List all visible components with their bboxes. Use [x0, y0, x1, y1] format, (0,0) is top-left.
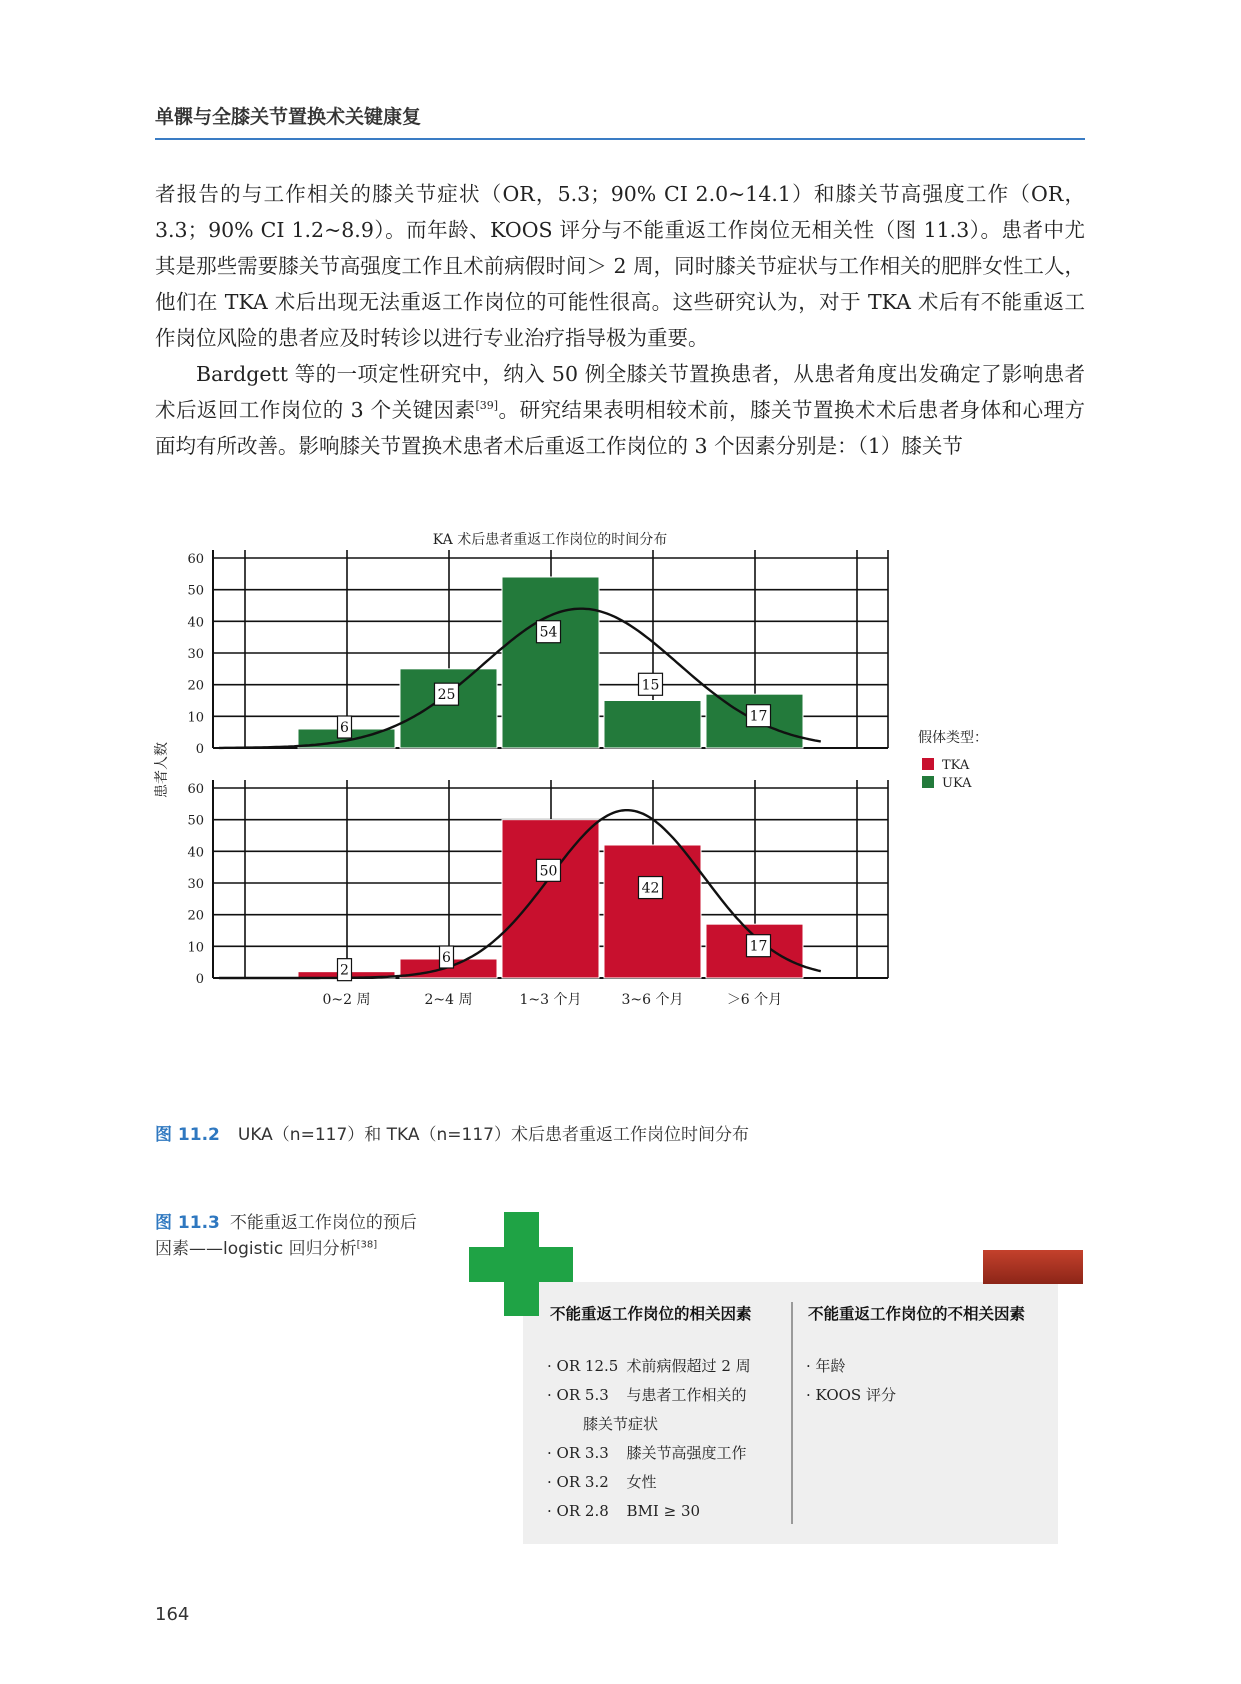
- legend-swatch-uka: [922, 776, 934, 788]
- x-tick-label: 3~6 个月: [621, 992, 684, 1008]
- related-factor-item: [547, 1468, 751, 1497]
- y-tick-label: 10: [187, 710, 204, 726]
- related-factor-item: [547, 1352, 751, 1381]
- paragraph-1: 者报告的与工作相关的膝关节症状（OR，5.3；90% CI 2.0~14.1）和膝关节高强度工作（OR，3.3；90% CI 1.2~8.9）。而年龄、KOOS 评分与不能重返工作岗位无相关性（图 11.3）。患者中尤其是那些需要膝关节高强度工作且术前病假时间＞ 2 周，同时膝关节症状与工作相关的肥胖女性工人，他们在 TKA 术后出现无法重返工作岗位的可能性很高。这些研究认为，对于 TKA 术后有不能重返工作岗位风险的患者应及时转诊以进行专业治疗指导极为重要。: [155, 182, 1085, 350]
- related-factors-list: [547, 1352, 751, 1526]
- header-rule: [155, 138, 1085, 140]
- odds-ratio: OR 2.8: [556, 1502, 609, 1520]
- y-tick-label: 30: [187, 877, 204, 892]
- x-tick-label: 0~2 周: [322, 992, 371, 1008]
- value-label: 17: [749, 938, 768, 955]
- value-label: 2: [340, 962, 349, 979]
- y-tick-label: 10: [187, 940, 204, 956]
- unrelated-factor-item: · 年龄: [806, 1357, 846, 1375]
- value-label: 6: [442, 950, 451, 966]
- y-tick-label: 50: [187, 583, 204, 599]
- figure-11-3-caption: [155, 1210, 425, 1262]
- odds-ratio: OR 3.2: [556, 1473, 609, 1491]
- y-tick-label: 40: [187, 845, 204, 861]
- green-cross-icon: [469, 1212, 573, 1316]
- related-factors-title: 不能重返工作岗位的相关因素: [550, 1305, 752, 1323]
- value-label: 42: [641, 880, 660, 897]
- odds-ratio: OR 3.3: [556, 1444, 609, 1462]
- value-label: 50: [539, 863, 558, 880]
- y-tick-label: 40: [187, 615, 204, 631]
- factor-description: BMI ≥ 30: [626, 1502, 701, 1520]
- bullet: ·: [547, 1502, 557, 1520]
- y-tick-label: 0: [195, 972, 204, 987]
- value-label: 15: [641, 677, 660, 694]
- x-tick-label: 2~4 周: [424, 992, 473, 1008]
- y-tick-label: 50: [187, 813, 204, 829]
- unrelated-factors-title: 不能重返工作岗位的不相关因素: [808, 1305, 1026, 1323]
- bar-tka: [502, 820, 599, 978]
- value-label: 54: [539, 624, 558, 641]
- y-tick-label: 60: [187, 552, 204, 567]
- value-label: 17: [749, 708, 768, 725]
- value-label: 6: [340, 720, 349, 736]
- bar-uka: [502, 577, 599, 748]
- figure-11-2-number: 图 11.2: [155, 1125, 220, 1145]
- related-factor-item: [547, 1497, 751, 1526]
- related-factor-item: [547, 1439, 751, 1468]
- unrelated-factors-list: [806, 1352, 896, 1410]
- legend-label-uka: UKA: [942, 776, 972, 791]
- factor-description: 术前病假超过 2 周: [626, 1357, 751, 1375]
- bar-tka: [604, 845, 701, 978]
- panel-divider: [791, 1302, 793, 1524]
- figure-11-3-number: 图 11.3: [155, 1213, 220, 1233]
- y-tick-label: 60: [187, 782, 204, 797]
- related-factor-item: [547, 1381, 751, 1410]
- running-head: 单髁与全膝关节置换术关键康复: [155, 106, 422, 128]
- y-tick-label: 20: [187, 908, 204, 924]
- citation-38: [38]: [356, 1239, 378, 1251]
- bullet: ·: [547, 1444, 557, 1462]
- citation-39: [39]: [475, 399, 499, 413]
- bullet: ·: [547, 1386, 557, 1404]
- bullet: ·: [547, 1357, 557, 1375]
- x-tick-label: 1~3 个月: [519, 992, 582, 1008]
- legend-label-tka: TKA: [942, 758, 970, 773]
- paragraph-2: [155, 356, 1085, 464]
- unrelated-factor-item: · KOOS 评分: [806, 1386, 896, 1404]
- related-factor-item: 膝关节症状: [583, 1415, 659, 1433]
- x-tick-label: ＞6 个月: [726, 992, 783, 1008]
- legend-title: 假体类型：: [918, 730, 988, 746]
- paragraph-2-part-a: Bardgett 等的一项定性研究中，纳入 50 例全膝关节置换患者，从患者角度出发确定了影响患者术后返回工作岗位的 3 个关键因素: [155, 362, 1085, 422]
- figure-11-2-caption: [155, 1120, 749, 1145]
- chart-title: KA 术后患者重返工作岗位的时间分布: [432, 532, 668, 548]
- factor-description: 与患者工作相关的: [626, 1386, 747, 1404]
- y-tick-label: 20: [187, 678, 204, 694]
- legend-swatch-tka: [922, 758, 934, 770]
- y-tick-label: 0: [195, 742, 204, 757]
- bullet: ·: [547, 1473, 557, 1491]
- factor-description: 女性: [626, 1473, 657, 1491]
- figure-11-2-chart: [150, 530, 1090, 1090]
- bar-uka: [400, 669, 497, 748]
- chart-svg: [150, 530, 1090, 1090]
- body-text: [155, 176, 1085, 464]
- y-axis-label: 患者人数: [154, 742, 170, 798]
- factor-description: 膝关节高强度工作: [626, 1444, 747, 1462]
- odds-ratio: OR 12.5: [556, 1357, 619, 1375]
- y-tick-label: 30: [187, 647, 204, 662]
- figure-11-3-text: 不能重返工作岗位的预后因素——logistic 回归分析: [155, 1213, 417, 1259]
- paragraph-2-part-b: 。研究结果表明相较术前，膝关节置换术术后患者身体和心理方面均有所改善。影响膝关节置换术患者术后重返工作岗位的 3 个因素分别是：（1）膝关节: [155, 398, 1085, 458]
- value-label: 25: [437, 687, 456, 704]
- red-bar-decoration: [983, 1250, 1083, 1284]
- bar-uka: [604, 701, 701, 749]
- odds-ratio: OR 5.3: [556, 1386, 609, 1404]
- page-number: 164: [155, 1604, 190, 1625]
- figure-11-2-text: UKA（n=117）和 TKA（n=117）术后患者重返工作岗位时间分布: [237, 1125, 749, 1145]
